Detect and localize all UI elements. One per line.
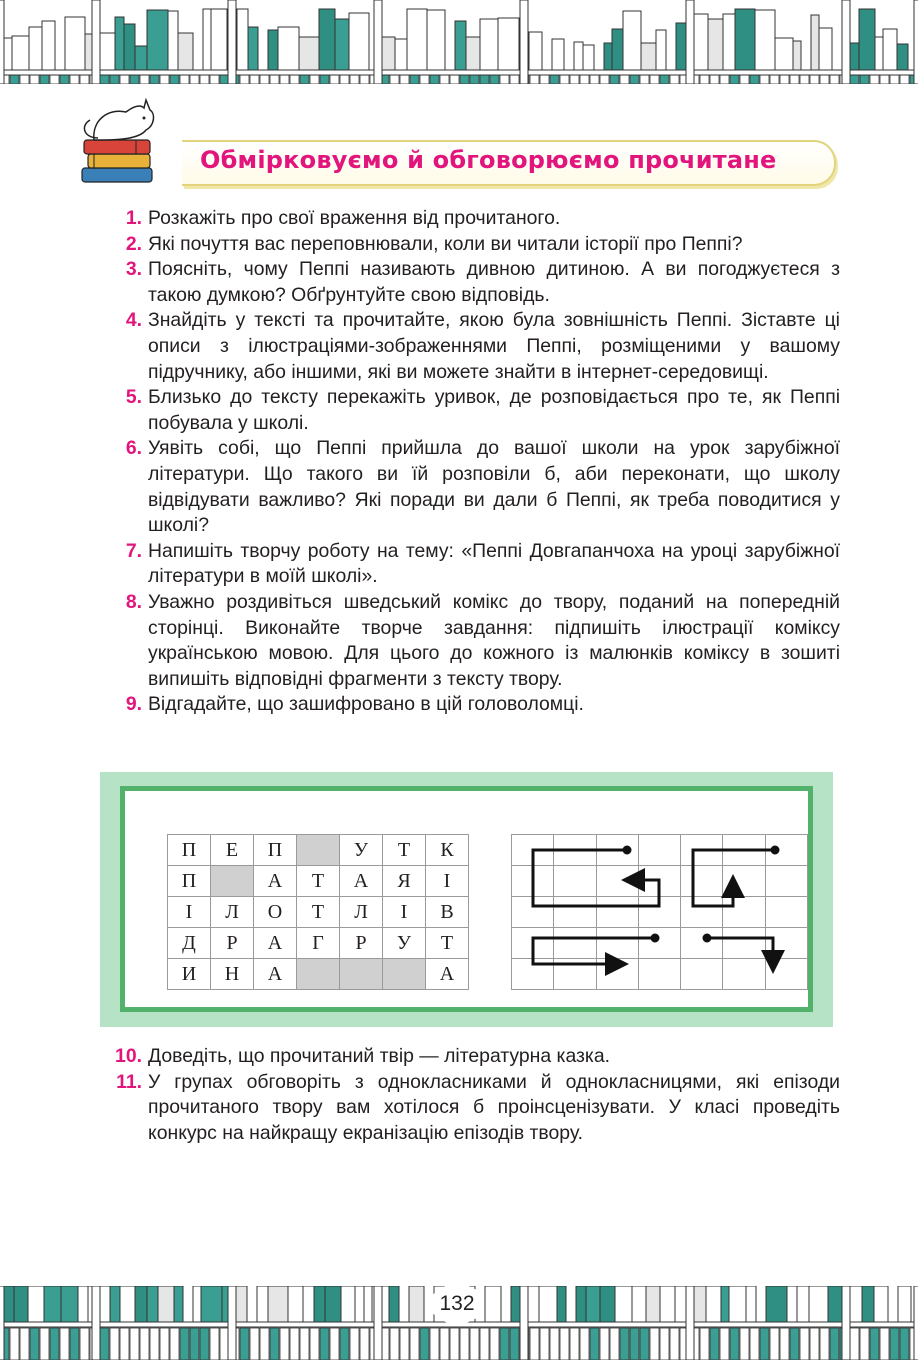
letter-cell: К (426, 835, 469, 866)
letter-cell: Р (340, 928, 383, 959)
question-text: Уважно роздивіться шведський комікс до твору, поданий на попередній сторінці. Виконайте творче завдання: підпишіть ілюстрації коміксу українською мовою. Для цього до кожного із малюнків коміксу в зошиті випишіть відповідні фрагменти з тексту твору. (148, 590, 840, 690)
cat-on-books-icon (74, 98, 164, 190)
letter-cell: В (426, 897, 469, 928)
letter-cell (340, 959, 383, 990)
letter-grid-row (168, 835, 469, 866)
question-item (104, 232, 840, 258)
question-item (104, 590, 840, 692)
letter-cell: Т (297, 866, 340, 897)
letter-cell: Т (383, 835, 426, 866)
letter-cell: А (340, 866, 383, 897)
section-header (74, 98, 844, 190)
letter-cell: У (340, 835, 383, 866)
letter-cell: Е (211, 835, 254, 866)
puzzle-panel (100, 772, 833, 1027)
question-item (104, 257, 840, 308)
letter-cell: А (254, 928, 297, 959)
question-item (104, 436, 840, 538)
question-number: 5. (125, 386, 142, 409)
question-item (104, 539, 840, 590)
letter-cell: Т (297, 897, 340, 928)
question-number: 11. (116, 1070, 142, 1093)
letter-cell: И (168, 959, 211, 990)
question-item (104, 206, 840, 232)
question-text: Напишіть творчу роботу на тему: «Пеппі Довгапанчоха на уроці зарубіжної літератури в моїй школі». (148, 539, 840, 588)
question-item (104, 1070, 840, 1147)
question-number: 2. (125, 232, 142, 255)
letter-cell: П (168, 835, 211, 866)
question-item (104, 1044, 840, 1070)
letter-cell: У (383, 928, 426, 959)
letter-cell: І (426, 866, 469, 897)
letter-cell: Л (211, 897, 254, 928)
letter-cell (383, 959, 426, 990)
question-item (104, 308, 840, 385)
letter-cell: П (254, 835, 297, 866)
letter-cell: П (168, 866, 211, 897)
letter-cell: О (254, 897, 297, 928)
question-list-continued (104, 1044, 840, 1146)
letter-grid-row (168, 866, 469, 897)
question-text: Доведіть, що прочитаний твір — літературна казка. (148, 1045, 610, 1067)
letter-cell: Я (383, 866, 426, 897)
question-text: У групах обговоріть з однокласниками й однокласницями, які епізоди прочитаного твору вам хотілося б проінсценізувати. У класі проведіть конкурс на найкращу екранізацію епізодів твору. (148, 1070, 840, 1144)
letter-grid-row (168, 959, 469, 990)
puzzle-frame (120, 786, 813, 1012)
letter-cell: І (168, 897, 211, 928)
letter-cell: А (254, 959, 297, 990)
question-list (104, 206, 840, 718)
letter-cell: А (426, 959, 469, 990)
letter-grid-row (168, 928, 469, 959)
page-number: 132 (430, 1284, 484, 1324)
letter-cell: А (254, 866, 297, 897)
letter-grid (167, 834, 469, 990)
question-text: Поясніть, чому Пеппі називають дивною дитиною. А ви погоджуєтеся з такою думкою? Обґрунтуйте свою відповідь. (148, 258, 840, 306)
question-number: 4. (125, 309, 142, 332)
letter-cell (297, 835, 340, 866)
letter-grid-row (168, 897, 469, 928)
question-number: 3. (125, 258, 142, 281)
question-text: Відгадайте, що зашифровано в цій головоломці. (148, 693, 584, 716)
bookshelf-top-decoration (0, 0, 918, 84)
letter-cell: Г (297, 928, 340, 959)
question-text: Які почуття вас переповнювали, коли ви читали історії про Пеппі? (148, 232, 743, 255)
bookshelf-top-icon (0, 0, 918, 84)
question-number: 6. (125, 437, 142, 460)
letter-cell: І (383, 897, 426, 928)
question-text: Знайдіть у тексті та прочитайте, якою була зовнішність Пеппі. Зіставте ці описи з ілюстраціями-зображеннями Пеппі, розміщеними у вашому підручнику, або іншими, які ви можете знайти в інтернет-середовищі. (148, 309, 840, 383)
section-title: Обмірковуємо й обговорюємо прочитане (200, 146, 777, 174)
question-number: 1. (125, 207, 142, 229)
letter-cell (297, 959, 340, 990)
question-text: Близько до тексту перекажіть уривок, де розповідається про те, як Пеппі побувала у школі. (148, 386, 840, 434)
letter-cell: Л (340, 897, 383, 928)
letter-cell: Р (211, 928, 254, 959)
letter-cell: Д (168, 928, 211, 959)
letter-cell: Т (426, 928, 469, 959)
question-text: Уявіть собі, що Пеппі прийшла до вашої школи на урок зарубіжної літератури. Що такого ви їй розповіли б, аби переконати, що школу відвідувати важливо? Які поради ви дали б Пеппі, як треба поводитися у школі? (148, 437, 840, 537)
question-number: 7. (125, 539, 142, 562)
letter-cell (211, 866, 254, 897)
maze-path-arrows-icon (511, 834, 807, 990)
question-number: 10. (115, 1045, 142, 1067)
question-text: Розкажіть про свої враження від прочитаного. (148, 207, 561, 229)
letter-cell: Н (211, 959, 254, 990)
question-number: 9. (125, 693, 142, 716)
question-item (104, 385, 840, 436)
question-item (104, 692, 840, 718)
question-number: 8. (125, 590, 142, 613)
